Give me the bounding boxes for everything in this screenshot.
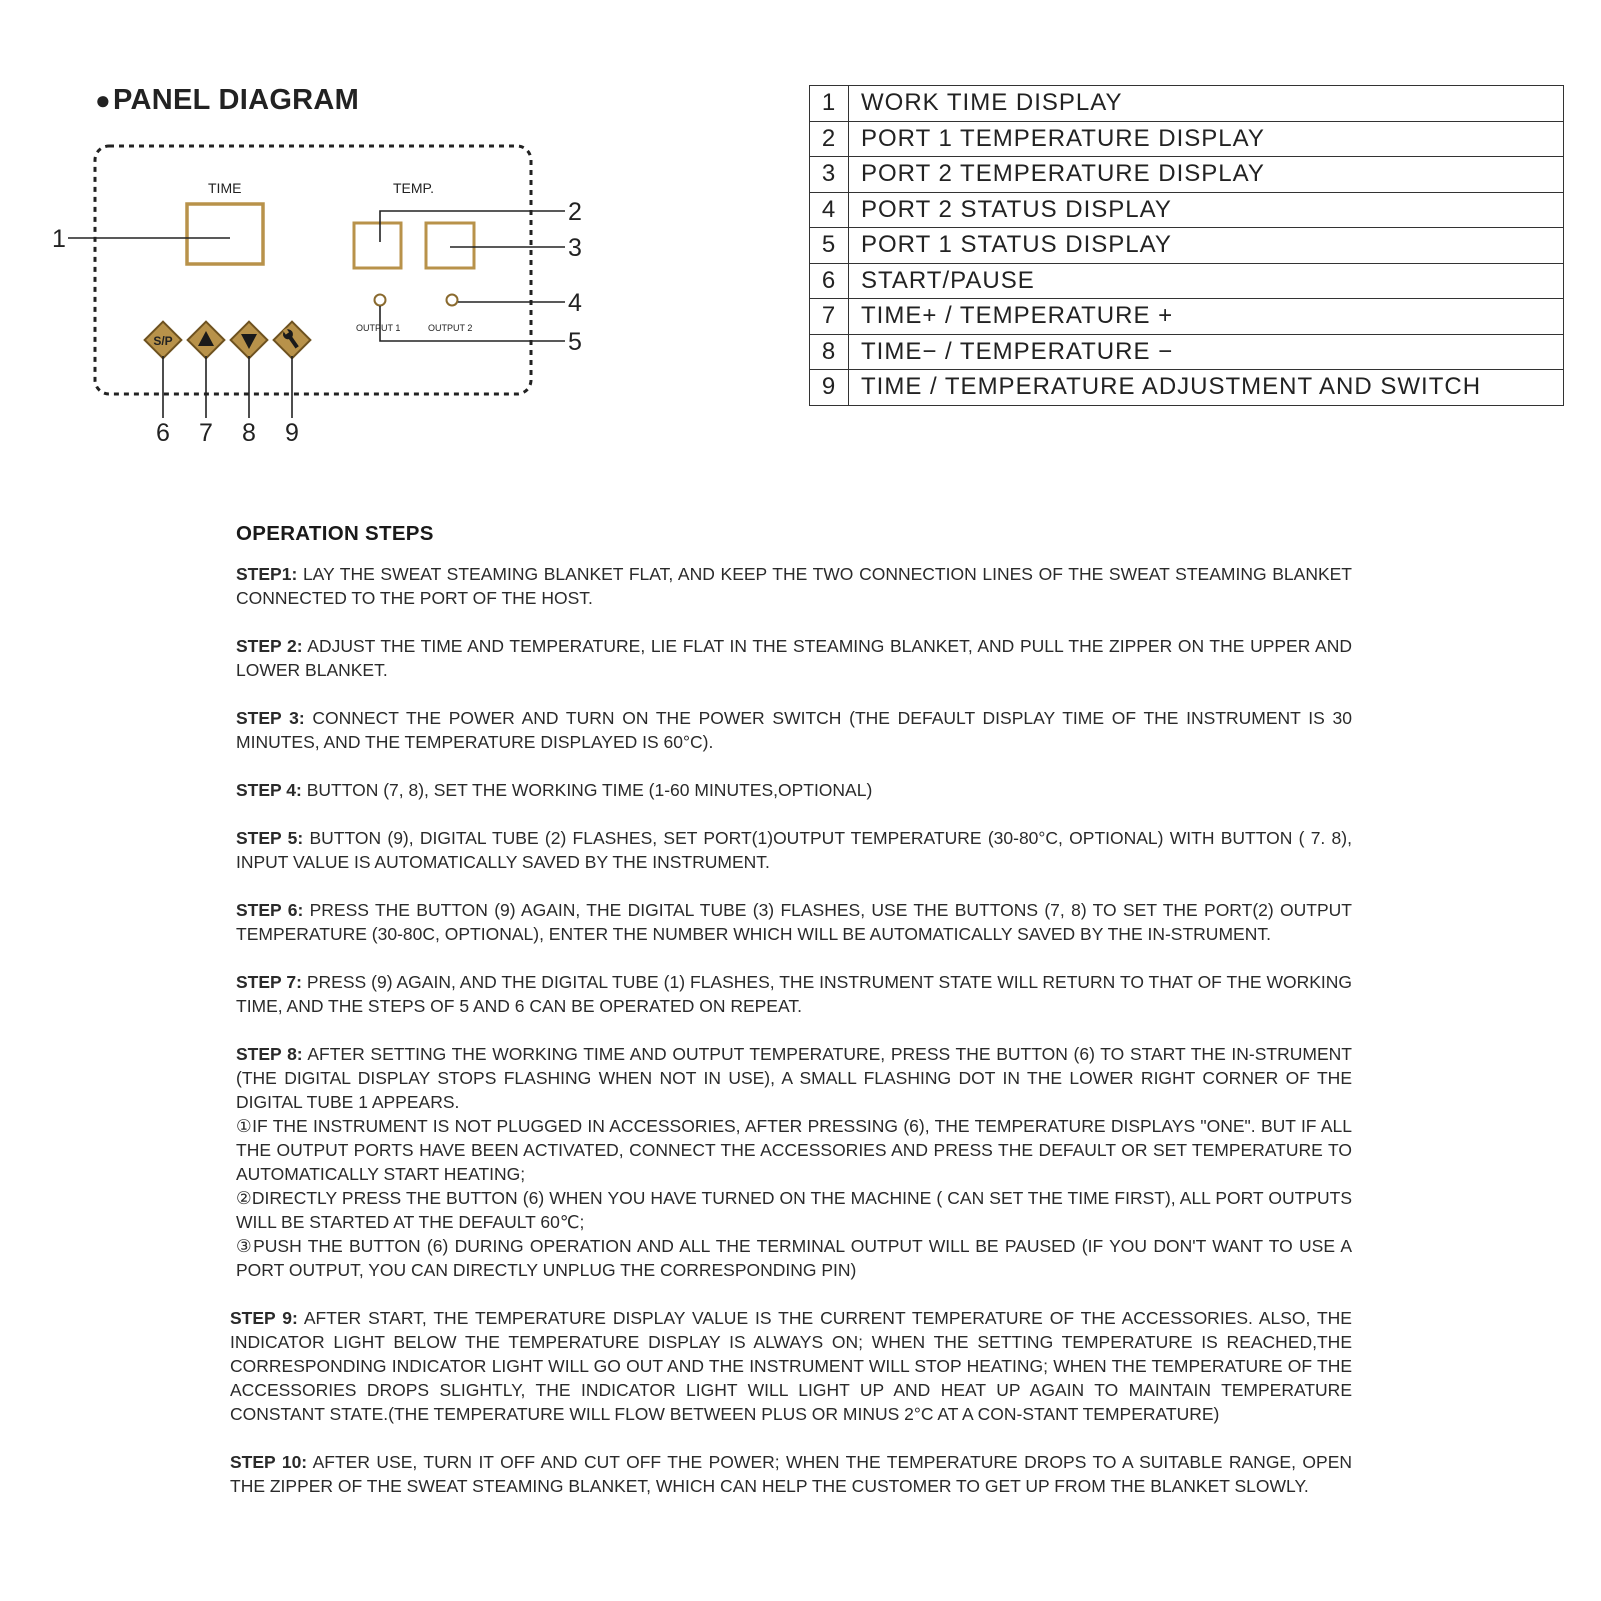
- step-1: [236, 562, 1352, 610]
- legend-text: PORT 2 STATUS DISPLAY: [849, 192, 1564, 228]
- step-label: STEP 9:: [230, 1308, 298, 1328]
- output1-label: OUTPUT 1: [356, 323, 401, 333]
- callout-3: 3: [568, 234, 582, 262]
- step-label: STEP 10:: [230, 1452, 308, 1472]
- legend-num: 8: [810, 334, 849, 370]
- panel-diagram-title: ●PANEL DIAGRAM: [95, 84, 360, 116]
- legend-text: PORT 1 STATUS DISPLAY: [849, 228, 1564, 264]
- step-8-note-3: ③PUSH THE BUTTON (6) DURING OPERATION AND ALL THE TERMINAL OUTPUT WILL BE PAUSED (IF YOU DON'T WANT TO USE A PORT OUTPUT, YOU CAN DIRECTLY UNPLUG THE CORRESPONDING PIN): [236, 1236, 1352, 1280]
- step-label: STEP 6:: [236, 900, 304, 920]
- legend-text: START/PAUSE: [849, 263, 1564, 299]
- start-pause-symbol: S/P: [153, 334, 173, 348]
- step-label: STEP 7:: [236, 972, 302, 992]
- step-9: [230, 1306, 1352, 1426]
- step-text: LAY THE SWEAT STEAMING BLANKET FLAT, AND KEEP THE TWO CONNECTION LINES OF THE SWEAT STEAMING BLANKET CONNECTED TO THE PORT OF THE HOST.: [236, 564, 1352, 608]
- step-label: STEP1:: [236, 564, 298, 584]
- step-8: [236, 1042, 1352, 1282]
- callout-5: 5: [568, 328, 582, 356]
- step-text: BUTTON (7, 8), SET THE WORKING TIME (1-60 MINUTES,OPTIONAL): [306, 780, 873, 800]
- port2-temp-display: [426, 223, 474, 268]
- legend-text: TIME+ / TEMPERATURE +: [849, 299, 1564, 335]
- step-5: [236, 826, 1352, 874]
- legend-row: [810, 263, 1564, 299]
- callout-9: 9: [285, 419, 299, 447]
- legend-row: [810, 299, 1564, 335]
- time-label: TIME: [208, 180, 242, 196]
- output2-label: OUTPUT 2: [428, 323, 473, 333]
- callout-4: 4: [568, 289, 582, 317]
- legend-row: [810, 192, 1564, 228]
- legend-num: 9: [810, 370, 849, 406]
- legend-num: 3: [810, 157, 849, 193]
- legend-text: PORT 2 TEMPERATURE DISPLAY: [849, 157, 1564, 193]
- step-8-note-2: ②DIRECTLY PRESS THE BUTTON (6) WHEN YOU HAVE TURNED ON THE MACHINE ( CAN SET THE TIME FIRST), ALL PORT OUTPUTS WILL BE STARTED AT THE DEFAULT 60℃;: [236, 1188, 1352, 1232]
- output1-indicator: [375, 295, 386, 306]
- up-button[interactable]: [188, 322, 225, 359]
- output2-indicator: [447, 295, 458, 306]
- legend-table: [809, 85, 1564, 406]
- legend-row: [810, 121, 1564, 157]
- start-pause-button[interactable]: [145, 322, 182, 359]
- legend-text: WORK TIME DISPLAY: [849, 86, 1564, 122]
- step-text: PRESS (9) AGAIN, AND THE DIGITAL TUBE (1) FLASHES, THE INSTRUMENT STATE WILL RETURN TO THAT OF THE WORKING TIME, AND THE STEPS OF 5 AND 6 CAN BE OPERATED ON REPEAT.: [236, 972, 1352, 1016]
- operation-steps-title: OPERATION STEPS: [236, 522, 434, 545]
- legend-num: 5: [810, 228, 849, 264]
- temp-label: TEMP.: [393, 180, 434, 196]
- legend-row: [810, 228, 1564, 264]
- step-label: STEP 5:: [236, 828, 304, 848]
- callout-8: 8: [242, 419, 256, 447]
- adjust-switch-button[interactable]: [274, 322, 311, 359]
- legend-text: TIME / TEMPERATURE ADJUSTMENT AND SWITCH: [849, 370, 1564, 406]
- step-4: [236, 778, 1352, 802]
- step-text: AFTER START, THE TEMPERATURE DISPLAY VALUE IS THE CURRENT TEMPERATURE OF THE ACCESSORIES. ALSO, THE INDICATOR LIGHT BELOW THE TEMPERATURE DISPLAY IS ALWAYS ON; WHEN THE SETTING TEMPERATURE IS REACHED,THE CORRESPONDING INDICATOR LIGHT WILL GO OUT AND THE INSTRUMENT WILL STOP HEATING; WHEN THE TEMPERATURE OF THE ACCESSORIES DROPS SLIGHTLY, THE INDICATOR LIGHT WILL LIGHT UP AND HEAT UP AGAIN TO MAINTAIN TEMPERATURE CONSTANT STATE.(THE TEMPERATURE WILL FLOW BETWEEN PLUS OR MINUS 2°C AT A CON-STANT TEMPERATURE): [230, 1308, 1352, 1424]
- step-label: STEP 2:: [236, 636, 303, 656]
- panel-diagram: [0, 0, 640, 460]
- step-text: CONNECT THE POWER AND TURN ON THE POWER SWITCH (THE DEFAULT DISPLAY TIME OF THE INSTRUMENT IS 30 MINUTES, AND THE TEMPERATURE DISPLAYED IS 60°C).: [236, 708, 1352, 752]
- callout-6: 6: [156, 419, 170, 447]
- step-text: PRESS THE BUTTON (9) AGAIN, THE DIGITAL TUBE (3) FLASHES, USE THE BUTTONS (7, 8) TO SET THE PORT(2) OUTPUT TEMPERATURE (30-80C, OPTIONAL), ENTER THE NUMBER WHICH WILL BE AUTOMATICALLY SAVED BY THE IN-STRUMENT.: [236, 900, 1352, 944]
- callout-lines: [68, 211, 565, 418]
- legend-text: TIME− / TEMPERATURE −: [849, 334, 1564, 370]
- callout-7: 7: [199, 419, 213, 447]
- legend-row: [810, 370, 1564, 406]
- down-button[interactable]: [231, 322, 268, 359]
- legend-num: 2: [810, 121, 849, 157]
- legend-text: PORT 1 TEMPERATURE DISPLAY: [849, 121, 1564, 157]
- legend-row: [810, 157, 1564, 193]
- operation-steps: [230, 522, 1353, 1522]
- work-time-display: [187, 204, 263, 264]
- port1-temp-display: [354, 223, 401, 268]
- legend-row: [810, 334, 1564, 370]
- step-text: AFTER USE, TURN IT OFF AND CUT OFF THE POWER; WHEN THE TEMPERATURE DROPS TO A SUITABLE RANGE, OPEN THE ZIPPER OF THE SWEAT STEAMING BLANKET, WHICH CAN HELP THE CUSTOMER TO GET UP FROM THE BLANKET SLOWLY.: [230, 1452, 1353, 1496]
- step-label: STEP 8:: [236, 1044, 303, 1064]
- callout-2: 2: [568, 198, 582, 226]
- step-7: [236, 970, 1352, 1018]
- legend-num: 1: [810, 86, 849, 122]
- callout-1: 1: [52, 225, 66, 253]
- step-text: AFTER SETTING THE WORKING TIME AND OUTPUT TEMPERATURE, PRESS THE BUTTON (6) TO START THE IN-STRUMENT (THE DIGITAL DISPLAY STOPS FLASHING WHEN NOT IN USE), A SMALL FLASHING DOT IN THE LOWER RIGHT CORNER OF THE DIGITAL TUBE 1 APPEARS.: [236, 1044, 1352, 1112]
- step-6: [236, 898, 1352, 946]
- legend-num: 7: [810, 299, 849, 335]
- step-10: [230, 1450, 1352, 1498]
- step-3: [236, 706, 1352, 754]
- legend-num: 6: [810, 263, 849, 299]
- step-label: STEP 4:: [236, 780, 302, 800]
- legend-row: [810, 86, 1564, 122]
- step-text: BUTTON (9), DIGITAL TUBE (2) FLASHES, SET PORT(1)OUTPUT TEMPERATURE (30-80°C, OPTIONAL) WITH BUTTON ( 7. 8), INPUT VALUE IS AUTOMATICALLY SAVED BY THE INSTRUMENT.: [236, 828, 1352, 872]
- step-8-note-1: ①IF THE INSTRUMENT IS NOT PLUGGED IN ACCESSORIES, AFTER PRESSING (6), THE TEMPERATURE DISPLAYS "ONE". BUT IF ALL THE OUTPUT PORTS HAVE BEEN ACTIVATED, CONNECT THE ACCESSORIES AND PRESS THE DEFAULT OR SET TEMPERATURE TO AUTOMATICALLY START HEATING;: [236, 1116, 1352, 1184]
- step-2: [236, 634, 1352, 682]
- step-label: STEP 3:: [236, 708, 305, 728]
- step-text: ADJUST THE TIME AND TEMPERATURE, LIE FLAT IN THE STEAMING BLANKET, AND PULL THE ZIPPER ON THE UPPER AND LOWER BLANKET.: [236, 636, 1352, 680]
- legend-num: 4: [810, 192, 849, 228]
